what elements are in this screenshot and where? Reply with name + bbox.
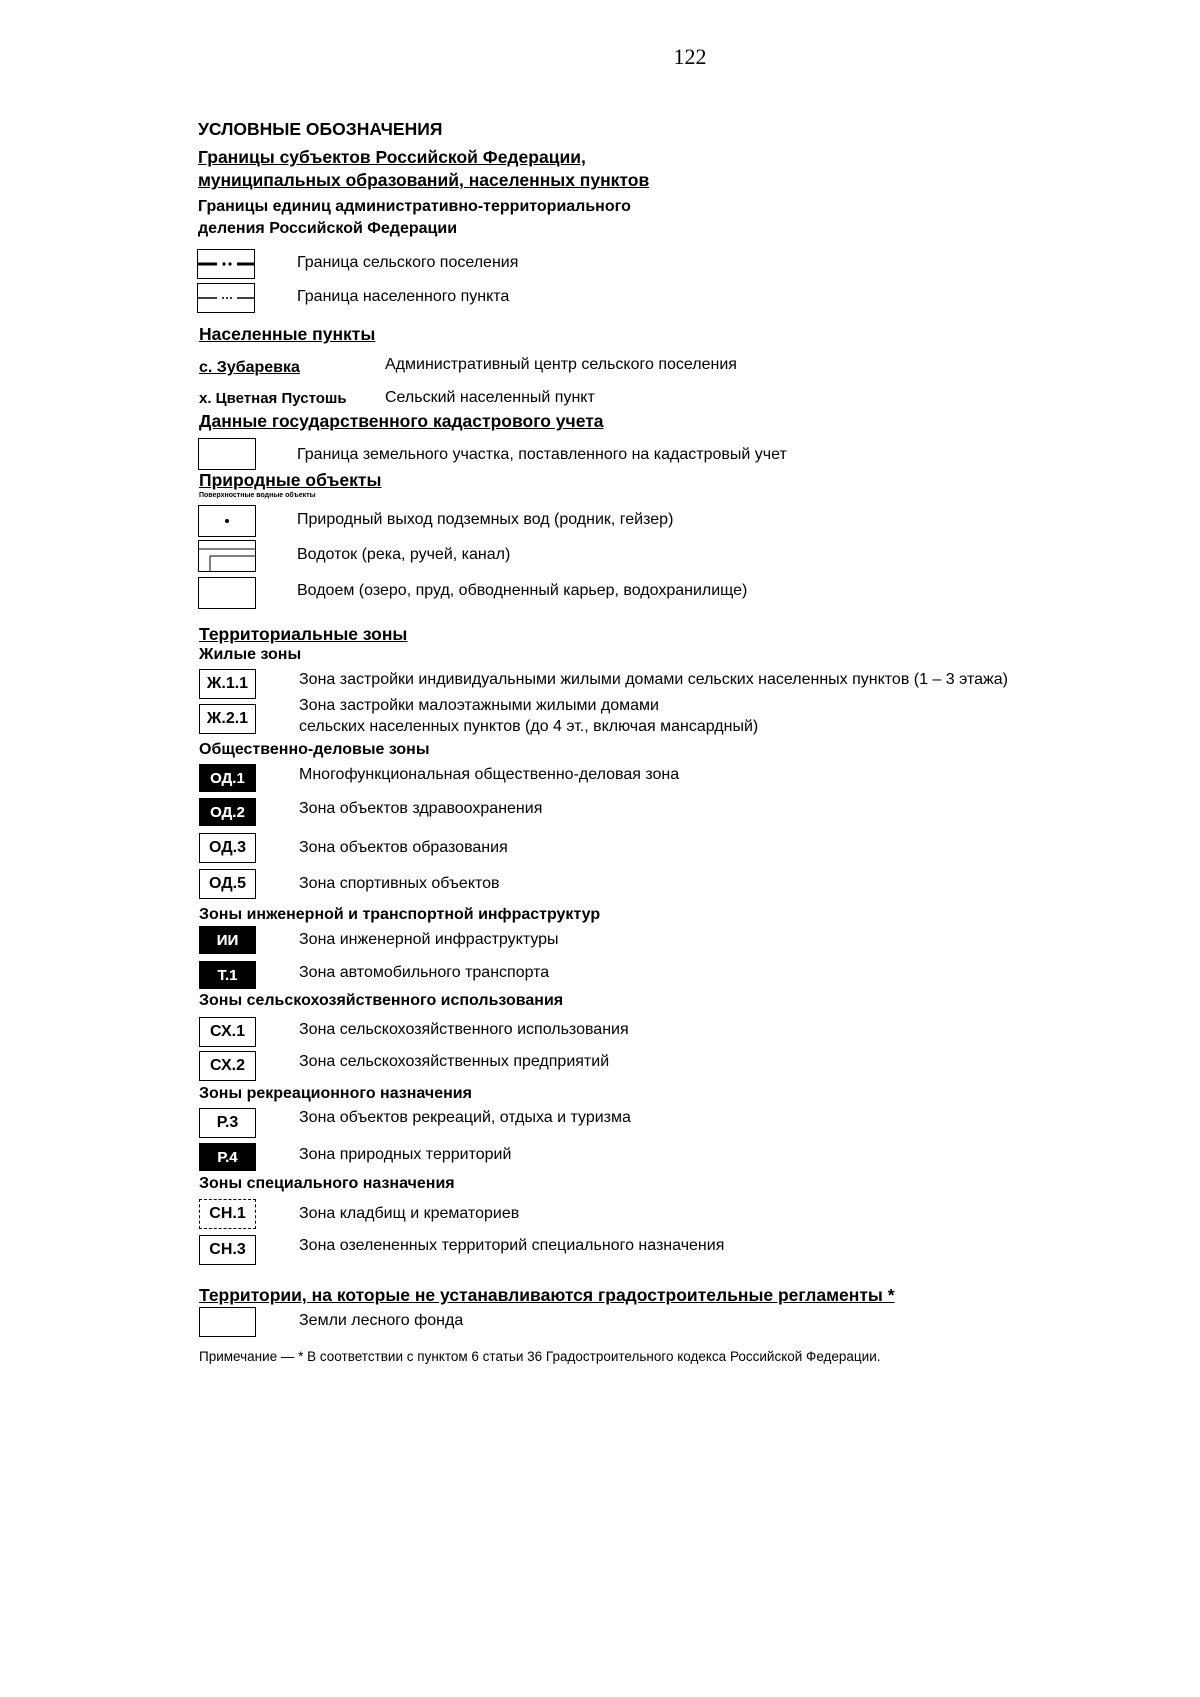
zone-label: Зона инженерной инфраструктуры bbox=[299, 931, 559, 948]
zone-code-badge: ИИ bbox=[199, 926, 256, 954]
zone-code-badge: СХ.1 bbox=[199, 1017, 256, 1047]
nature-label: Водоем (озеро, пруд, обводненный карьер, водохранилище) bbox=[297, 582, 748, 599]
settlement-sample-rural: х. Цветная Пустошь bbox=[199, 390, 347, 407]
agri-heading: Зоны сельскохозяйственного использования bbox=[199, 992, 564, 1009]
page-number: 122 bbox=[673, 44, 707, 69]
zone-label: Зона природных территорий bbox=[299, 1146, 512, 1163]
nature-subheading: Поверхностные водные объекты bbox=[199, 492, 316, 499]
boundary-label: Граница населенного пункта bbox=[297, 288, 510, 305]
settlements-heading: Населенные пункты bbox=[199, 324, 376, 344]
boundaries-subheading-line1: Границы единиц административно-территориального bbox=[198, 198, 631, 215]
settlement-label: Административный центр сельского поселения bbox=[385, 356, 737, 373]
zone-code-badge: Р.3 bbox=[199, 1108, 256, 1138]
forest-fund-label: Земли лесного фонда bbox=[299, 1312, 464, 1329]
boundaries-subheading-line2: деления Российской Федерации bbox=[198, 220, 458, 237]
boundaries-heading-line1: Границы субъектов Российской Федерации, bbox=[198, 147, 586, 167]
forest-fund-symbol bbox=[199, 1307, 256, 1337]
boundary-label: Граница сельского поселения bbox=[297, 254, 519, 271]
public-heading: Общественно-деловые зоны bbox=[199, 741, 430, 758]
zone-label-line1: Зона застройки малоэтажными жилыми домами bbox=[299, 697, 659, 714]
zone-code-badge: Ж.1.1 bbox=[199, 669, 256, 699]
zone-label: Зона спортивных объектов bbox=[299, 875, 500, 892]
zone-code-badge: ОД.1 bbox=[199, 764, 256, 792]
zone-code-badge: Т.1 bbox=[199, 961, 256, 989]
zone-code-badge: СХ.2 bbox=[199, 1051, 256, 1081]
settlement-sample-center: с. Зубаревка bbox=[199, 359, 300, 376]
footnote: Примечание — * В соответствии с пунктом 6 статьи 36 Градостроительного кодекса Российской Федерации. bbox=[199, 1349, 881, 1364]
settlement-boundary-symbol bbox=[197, 283, 255, 313]
spring-symbol bbox=[198, 505, 256, 537]
zone-label: Зона автомобильного транспорта bbox=[299, 964, 550, 981]
zone-label: Зона объектов образования bbox=[299, 839, 508, 856]
zone-label: Многофункциональная общественно-деловая зона bbox=[299, 766, 680, 783]
land-plot-boundary-symbol bbox=[198, 438, 256, 470]
zone-label: Зона кладбищ и крематориев bbox=[299, 1205, 520, 1222]
nature-label: Природный выход подземных вод (родник, гейзер) bbox=[297, 511, 674, 528]
boundaries-heading-line2: муниципальных образований, населенных пунктов bbox=[198, 170, 650, 190]
zone-code-badge: ОД.3 bbox=[199, 833, 256, 863]
residential-heading: Жилые зоны bbox=[199, 646, 302, 663]
recreation-heading: Зоны рекреационного назначения bbox=[199, 1085, 472, 1102]
nature-heading: Природные объекты bbox=[199, 470, 382, 490]
zone-label: Зона застройки индивидуальными жилыми домами сельских населенных пунктов (1 – 3 этажа) bbox=[299, 671, 1008, 688]
infra-heading: Зоны инженерной и транспортной инфраструктур bbox=[199, 906, 601, 923]
cadastre-heading: Данные государственного кадастрового учета bbox=[199, 411, 604, 431]
cadastre-label: Граница земельного участка, поставленного на кадастровый учет bbox=[297, 446, 787, 463]
settlement-label: Сельский населенный пункт bbox=[385, 389, 595, 406]
zone-label: Зона озелененных территорий специального назначения bbox=[299, 1237, 725, 1254]
nature-label: Водоток (река, ручей, канал) bbox=[297, 546, 511, 563]
zone-code-badge: ОД.5 bbox=[199, 869, 256, 899]
water-body-symbol bbox=[198, 577, 256, 609]
zone-code-badge: ОД.2 bbox=[199, 798, 256, 826]
special-heading: Зоны специального назначения bbox=[199, 1175, 455, 1192]
no-regulations-heading: Территории, на которые не устанавливаются градостроительные регламенты * bbox=[199, 1285, 895, 1305]
legend-title: УСЛОВНЫЕ ОБОЗНАЧЕНИЯ bbox=[198, 119, 443, 139]
zones-heading: Территориальные зоны bbox=[199, 624, 408, 644]
zone-label: Зона объектов рекреаций, отдыха и туризма bbox=[299, 1109, 631, 1126]
zone-label-line2: сельских населенных пунктов (до 4 эт., включая мансардный) bbox=[299, 718, 759, 735]
zone-label: Зона сельскохозяйственного использования bbox=[299, 1021, 629, 1038]
watercourse-symbol bbox=[198, 540, 256, 572]
zone-code-badge: Р.4 bbox=[199, 1143, 256, 1171]
zone-label: Зона сельскохозяйственных предприятий bbox=[299, 1053, 610, 1070]
rural-settlement-boundary-symbol bbox=[197, 249, 255, 279]
zone-code-badge: Ж.2.1 bbox=[199, 704, 256, 734]
zone-label: Зона объектов здравоохранения bbox=[299, 800, 543, 817]
zone-code-badge: СН.3 bbox=[199, 1235, 256, 1265]
zone-code-badge: СН.1 bbox=[199, 1199, 256, 1229]
